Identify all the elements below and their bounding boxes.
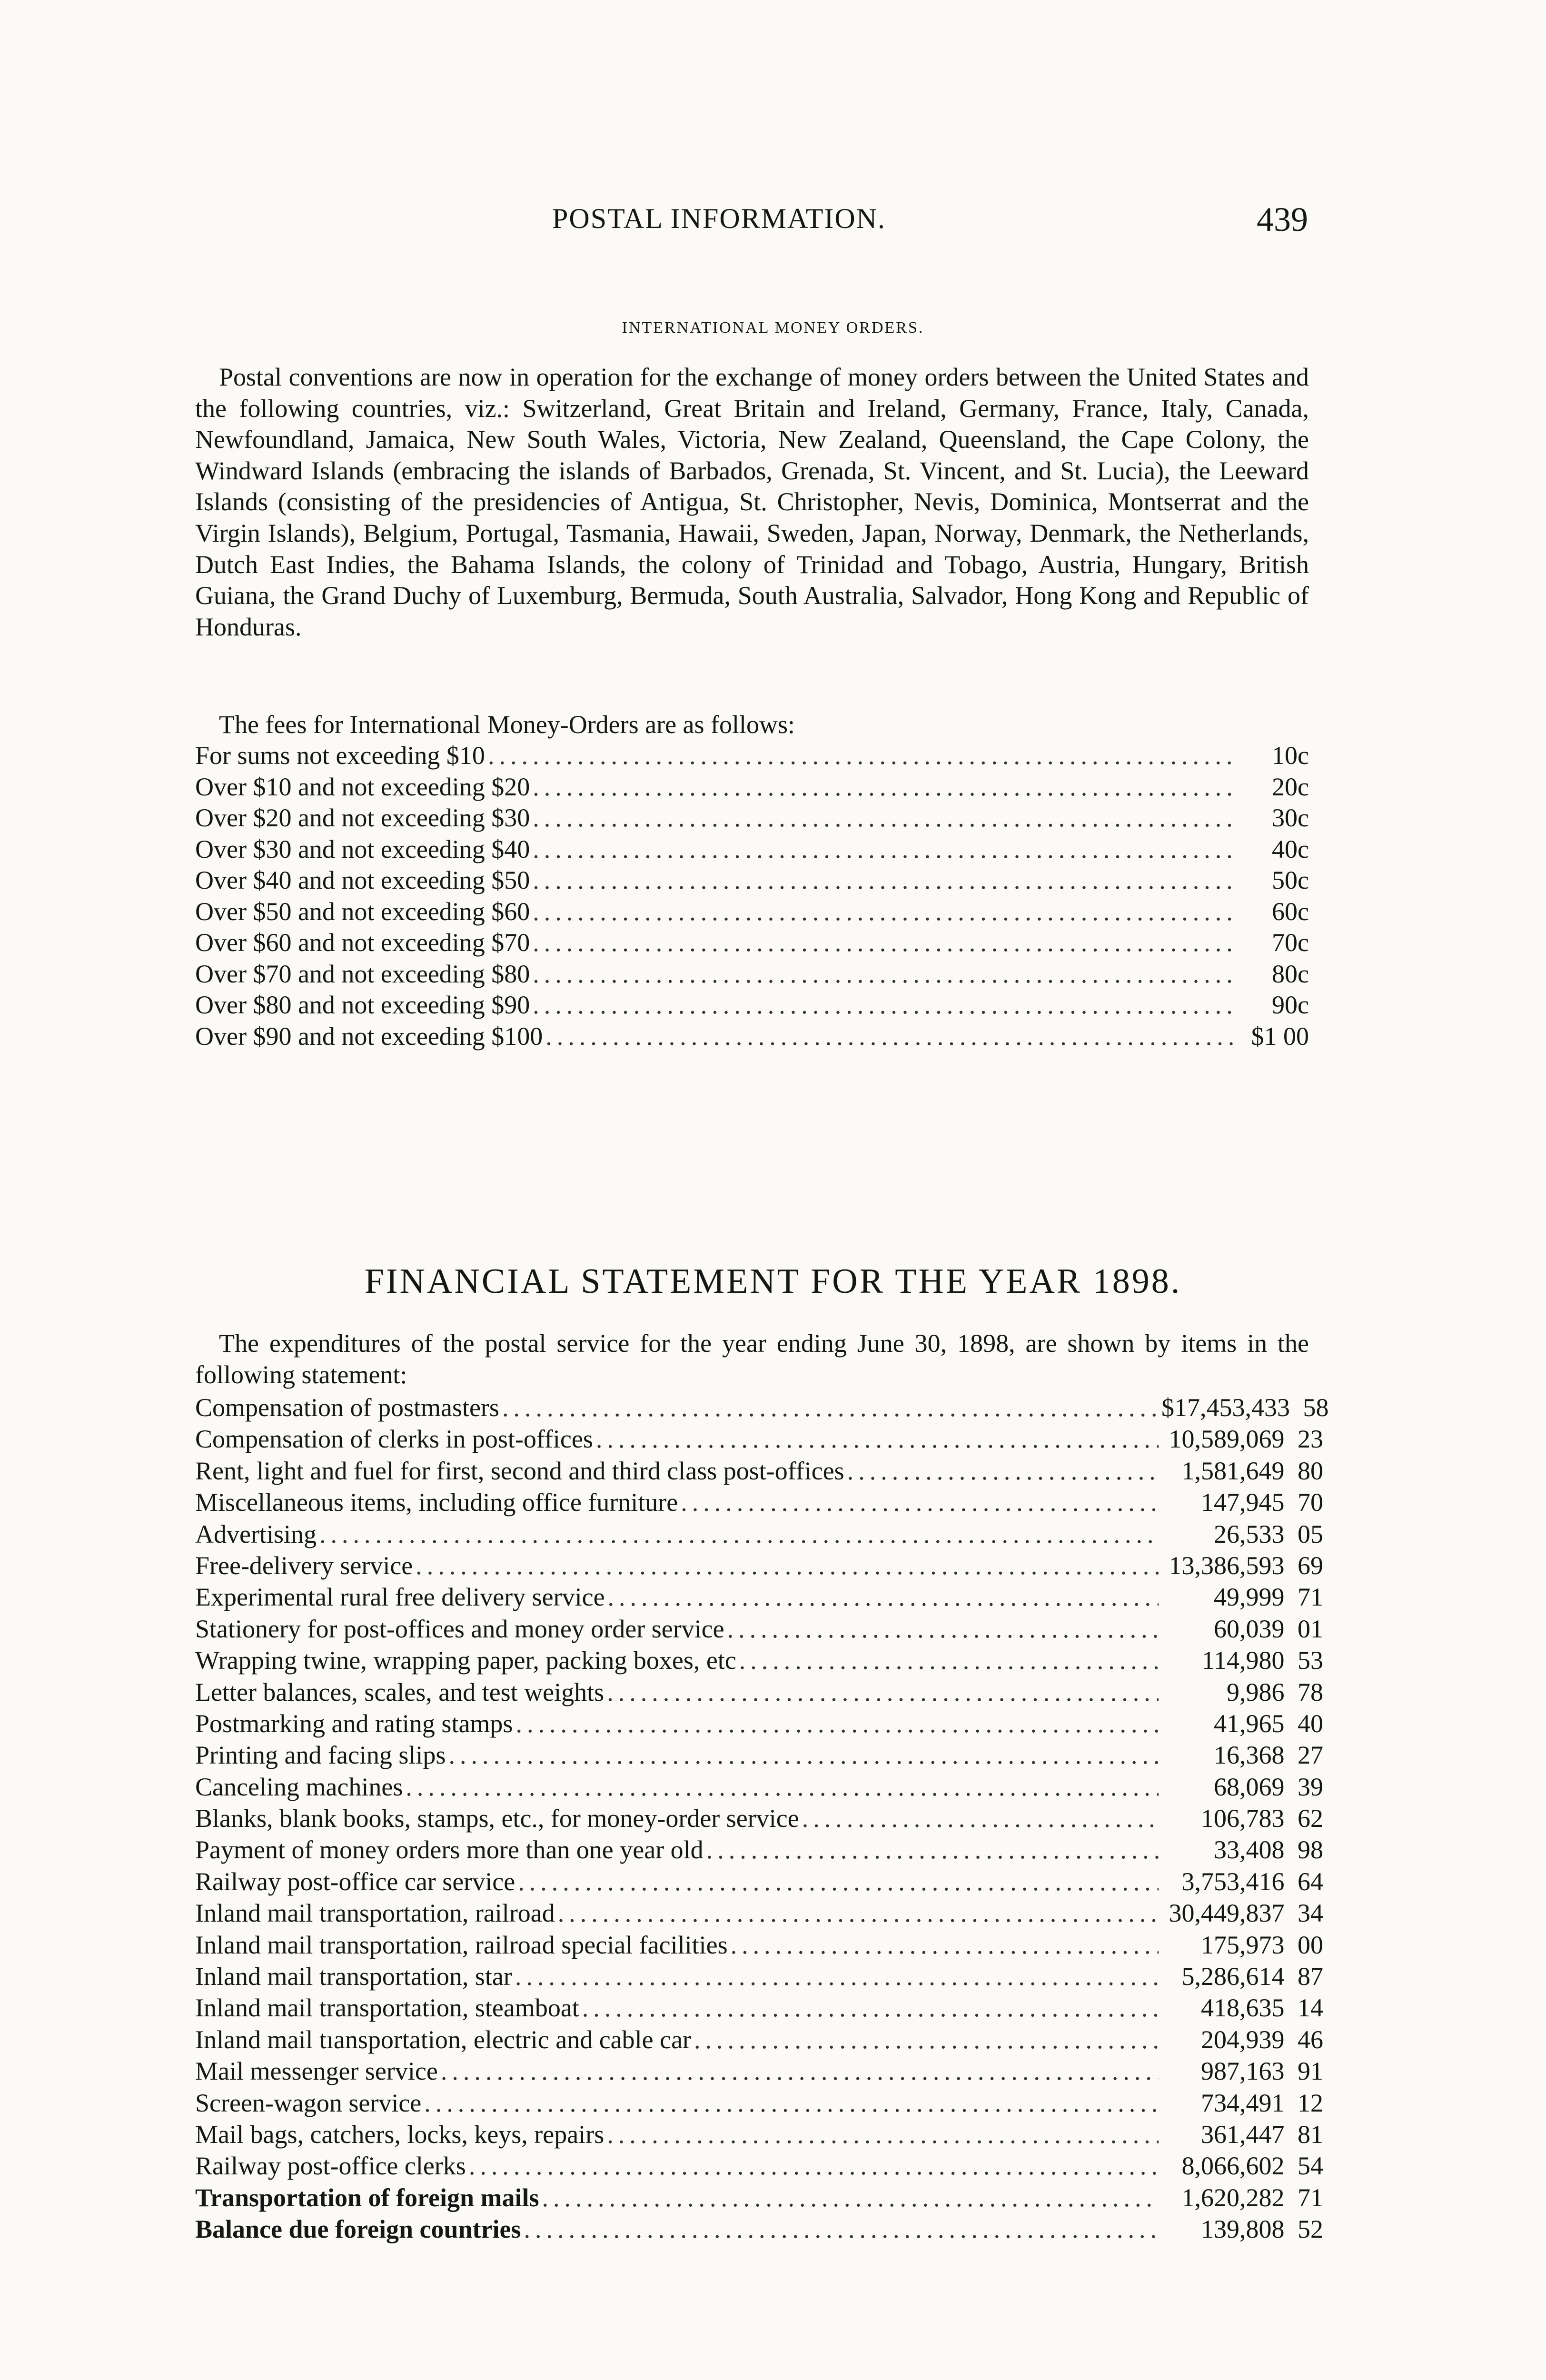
expenditure-label: Compensation of clerks in post-offices — [195, 1425, 593, 1454]
expenditure-row — [195, 1964, 1323, 1995]
fee-row — [195, 743, 1309, 774]
fee-table — [195, 743, 1309, 1054]
expenditure-row — [195, 1489, 1323, 1521]
expenditure-amount: 49,999 71 — [1214, 1583, 1323, 1612]
fees-intro-text: The fees for International Money-Orders are as follows: — [219, 710, 795, 739]
expenditure-label: Wrapping twine, wrapping paper, packing boxes, etc — [195, 1646, 736, 1675]
fee-label: Over $30 and not exceeding $40 — [195, 834, 530, 863]
running-title: POSTAL INFORMATION. — [552, 203, 886, 234]
expenditure-label: Inland mail tıansportation, electric and cable car — [195, 2025, 692, 2054]
fee-label: Over $10 and not exceeding $20 — [195, 772, 530, 801]
expenditure-label: Inland mail transportation, steamboat — [195, 1993, 579, 2023]
expenditure-row — [195, 1458, 1323, 1489]
fee-row — [195, 930, 1309, 961]
expenditure-label: Compensation of postmasters — [195, 1393, 499, 1422]
expenditure-row — [195, 1521, 1323, 1553]
fee-amount: 20c — [1272, 772, 1309, 801]
fee-label: Over $60 and not exceeding $70 — [195, 928, 530, 957]
expenditure-amount: 68,069 39 — [1214, 1772, 1323, 1801]
expenditure-amount: 418,635 14 — [1201, 1993, 1323, 2023]
expenditure-row — [195, 1584, 1323, 1616]
expenditure-amount: $17,453,433 58 — [1161, 1393, 1329, 1422]
expenditure-amount: 204,939 46 — [1201, 2025, 1323, 2054]
financial-intro — [195, 1328, 1309, 1390]
expenditure-amount: 3,753,416 64 — [1181, 1867, 1323, 1896]
expenditure-row — [195, 2058, 1323, 2090]
expenditure-row — [195, 1711, 1323, 1742]
expenditure-row — [195, 1932, 1323, 1964]
expenditure-amount: 60,039 01 — [1214, 1614, 1323, 1643]
expenditure-label: Inland mail transportation, star — [195, 1962, 512, 1991]
expenditure-label: Transportation of foreign mails — [195, 2183, 539, 2212]
expenditure-row — [195, 1616, 1323, 1647]
fee-amount: 50c — [1272, 866, 1309, 894]
expenditure-label: Advertising — [195, 1519, 317, 1548]
expenditure-label: Mail bags, catchers, locks, keys, repairs — [195, 2120, 605, 2149]
fee-label: For sums not exceeding $10 — [195, 741, 485, 770]
expenditure-amount: 175,973 00 — [1201, 1930, 1323, 1959]
expenditure-row — [195, 1900, 1323, 1932]
fee-label: Over $90 and not exceeding $100 — [195, 1021, 543, 1051]
fee-amount: 80c — [1272, 959, 1309, 988]
money-orders-paragraph — [195, 362, 1309, 643]
fee-amount: 30c — [1272, 803, 1309, 832]
expenditure-amount: 5,286,614 87 — [1181, 1962, 1323, 1991]
fee-row — [195, 867, 1309, 899]
fee-row — [195, 992, 1309, 1023]
expenditure-row — [195, 2122, 1323, 2153]
expenditure-amount: 106,783 62 — [1201, 1804, 1323, 1833]
fee-amount: 40c — [1272, 834, 1309, 863]
fee-amount: 60c — [1272, 897, 1309, 926]
expenditure-amount: 1,620,282 71 — [1181, 2183, 1323, 2212]
fee-row — [195, 899, 1309, 930]
expenditure-amount: 26,533 05 — [1214, 1519, 1323, 1548]
fee-amount: 90c — [1272, 991, 1309, 1019]
financial-intro-text: The expenditures of the postal service for the year ending June 30, 1898, are shown by items in the following statement: — [195, 1329, 1309, 1389]
expenditure-label: Printing and facing slips — [195, 1741, 446, 1770]
expenditure-label: Canceling machines — [195, 1772, 403, 1801]
expenditure-amount: 8,066,602 54 — [1181, 2152, 1323, 2181]
expenditure-label: Inland mail transportation, railroad — [195, 1899, 555, 1928]
expenditure-row — [195, 2216, 1323, 2248]
expenditure-row — [195, 1869, 1323, 1900]
fee-label: Over $80 and not exceeding $90 — [195, 991, 530, 1019]
expenditure-amount: 114,980 53 — [1202, 1646, 1323, 1675]
expenditure-row — [195, 2185, 1323, 2216]
page-number: 439 — [1257, 200, 1308, 238]
expenditure-row — [195, 1426, 1323, 1458]
fee-label: Over $50 and not exceeding $60 — [195, 897, 530, 926]
expenditure-label: Rent, light and fuel for first, second and third class post-offices — [195, 1456, 844, 1485]
expenditure-label: Inland mail transportation, railroad special facilities — [195, 1930, 728, 1959]
expenditure-amount: 147,945 70 — [1201, 1488, 1323, 1517]
expenditure-amount: 361,447 81 — [1201, 2120, 1323, 2149]
expenditure-row — [195, 1553, 1323, 1584]
expenditure-row — [195, 1805, 1323, 1837]
expenditure-row — [195, 1679, 1323, 1711]
expenditure-label: Stationery for post-offices and money order service — [195, 1614, 724, 1643]
expenditure-amount: 33,408 98 — [1214, 1835, 1323, 1864]
expenditure-amount: 734,491 12 — [1201, 2088, 1323, 2117]
fee-label: Over $70 and not exceeding $80 — [195, 959, 530, 988]
fee-row — [195, 1023, 1309, 1055]
fee-amount: 70c — [1272, 928, 1309, 957]
expenditure-row — [195, 1837, 1323, 1868]
expenditure-label: Experimental rural free delivery service — [195, 1583, 605, 1612]
expenditure-row — [195, 1647, 1323, 1679]
expenditure-amount: 13,386,593 69 — [1169, 1551, 1323, 1580]
fee-row — [195, 805, 1309, 836]
expenditure-amount: 1,581,649 80 — [1181, 1456, 1323, 1485]
expenditure-amount: 9,986 78 — [1227, 1677, 1323, 1706]
expenditure-row — [195, 1742, 1323, 1774]
financial-statement-title: FINANCIAL STATEMENT FOR THE YEAR 1898. — [364, 1262, 1182, 1301]
expenditure-label: Miscellaneous items, including office furniture — [195, 1488, 678, 1517]
expenditure-label: Railway post-office car service — [195, 1867, 515, 1896]
expenditure-label: Mail messenger service — [195, 2057, 438, 2086]
money-orders-heading: INTERNATIONAL MONEY ORDERS. — [622, 319, 924, 337]
fee-row — [195, 836, 1309, 868]
expenditure-amount: 30,449,837 34 — [1169, 1899, 1323, 1928]
money-orders-paragraph-text: Postal conventions are now in operation for the exchange of money orders between the United States and the following countries, viz.: Switzerland, Great Britain and Ireland, Germany, France, Italy, Canada, Newfoundland, Jamaica, New South Wales, Victoria, New Zealand, Queensland, the Cape Colony, the Windward Islands (embracing the islands of Barbados, Grenada, St. Vincent, and St. Lucia), the Leeward Islands (consisting of the presidencies of Antigua, St. Christopher, Nevis, Dominica, Montserrat and the Virgin Islands), Belgium, Portugal, Tasmania, Hawaii, Sweden, Japan, Norway, Denmark, the Netherlands, Dutch East Indies, the Bahama Islands, the colony of Trinidad and Tobago, Austria, Hungary, British Guiana, the Grand Duchy of Luxemburg, Bermuda, South Australia, Salvador, Hong Kong and Republic of Honduras. — [195, 363, 1309, 641]
fee-row — [195, 774, 1309, 805]
expenditure-label: Letter balances, scales, and test weights — [195, 1677, 605, 1706]
expenditure-row — [195, 1995, 1323, 2026]
expenditure-label: Railway post-office clerks — [195, 2152, 466, 2181]
expenditure-row — [195, 1393, 1329, 1426]
fee-label: Over $20 and not exceeding $30 — [195, 803, 530, 832]
expenditure-label: Postmarking and rating stamps — [195, 1709, 513, 1738]
fee-amount: 10c — [1272, 741, 1309, 770]
expenditure-table — [195, 1393, 1329, 2248]
expenditure-row — [195, 1774, 1323, 1805]
expenditure-amount: 987,163 91 — [1201, 2057, 1323, 2086]
expenditure-row — [195, 2027, 1323, 2058]
fees-intro — [195, 709, 1309, 741]
fee-row — [195, 961, 1309, 992]
fee-amount: $1 00 — [1251, 1021, 1309, 1051]
expenditure-amount: 10,589,069 23 — [1169, 1425, 1323, 1454]
expenditure-label: Free-delivery service — [195, 1551, 413, 1580]
expenditure-label: Screen-wagon service — [195, 2088, 422, 2117]
expenditure-row — [195, 2153, 1323, 2184]
expenditure-label: Payment of money orders more than one year old — [195, 1835, 704, 1864]
expenditure-amount: 16,368 27 — [1214, 1741, 1323, 1770]
expenditure-label: Blanks, blank books, stamps, etc., for money-order service — [195, 1804, 799, 1833]
expenditure-amount: 139,808 52 — [1201, 2215, 1323, 2244]
expenditure-label: Balance due foreign countries — [195, 2215, 521, 2244]
expenditure-row — [195, 2090, 1323, 2122]
fee-label: Over $40 and not exceeding $50 — [195, 866, 530, 894]
expenditure-amount: 41,965 40 — [1214, 1709, 1323, 1738]
